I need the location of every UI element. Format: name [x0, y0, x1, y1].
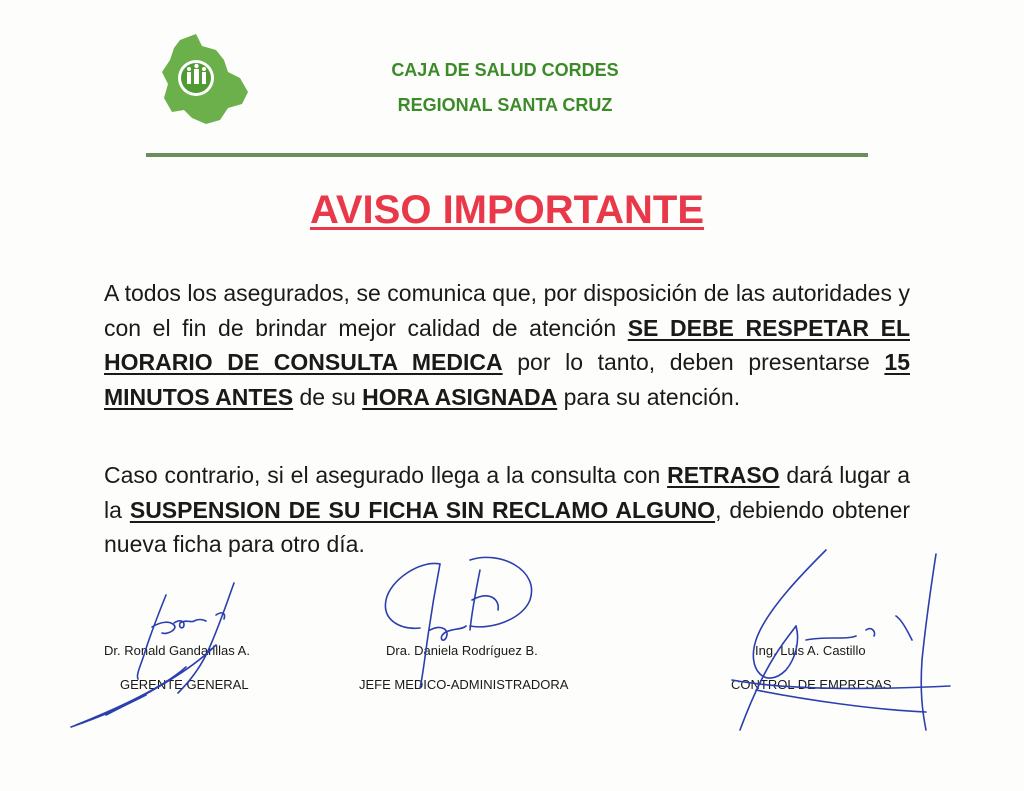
signature-2: [380, 540, 560, 690]
notice-paragraph-2: [104, 458, 910, 562]
p1-text-3: de su: [293, 383, 363, 410]
signature-3: [726, 540, 956, 740]
org-region: REGIONAL SANTA CRUZ: [397, 95, 613, 115]
p1-emphasis-schedule: SE DEBE RESPETAR EL HORARIO DE CONSULTA MEDICA: [104, 314, 910, 375]
bolivia-map-logo-icon: [158, 32, 250, 126]
signatory-1-role: GERENTE GENERAL: [120, 677, 249, 692]
p1-text-4: para su atención.: [557, 383, 741, 410]
notice-paragraph-1: [104, 276, 910, 414]
p2-text-1: Caso contrario, si el asegurado llega a la consulta con: [104, 462, 668, 488]
p2-text-2: dará lugar a la: [104, 462, 910, 523]
signatory-2-name: Dra. Daniela Rodríguez B.: [386, 643, 538, 658]
p1-emphasis-assigned-time: HORA ASIGNADA: [362, 383, 558, 410]
notice-title: AVISO IMPORTANTE: [309, 188, 705, 232]
signatory-2-role: JEFE MEDICO-ADMINISTRADORA: [359, 677, 569, 692]
p2-text-3: , debiendo obtener nueva ficha para otro día.: [104, 496, 911, 557]
org-name: CAJA DE SALUD CORDES: [391, 60, 619, 80]
header-divider: [146, 153, 868, 157]
signatory-1-name: Dr. Ronald Gandarillas A.: [104, 643, 250, 658]
p1-emphasis-15min: 15 MINUTOS ANTES: [104, 349, 910, 410]
signatory-3-name: Ing. Luis A. Castillo: [755, 643, 866, 658]
p2-emphasis-delay: RETRASO: [667, 462, 780, 488]
p1-text-1: A todos los asegurados, se comunica que, por disposición de las autoridades y con el fin de brindar mejor calidad de atención: [104, 280, 910, 341]
p1-text-2: por lo tanto, deben presentarse: [502, 349, 885, 375]
signatory-3-role: CONTROL DE EMPRESAS: [731, 677, 892, 692]
p2-emphasis-suspension: SUSPENSION DE SU FICHA SIN RECLAMO ALGUNO: [129, 496, 716, 523]
